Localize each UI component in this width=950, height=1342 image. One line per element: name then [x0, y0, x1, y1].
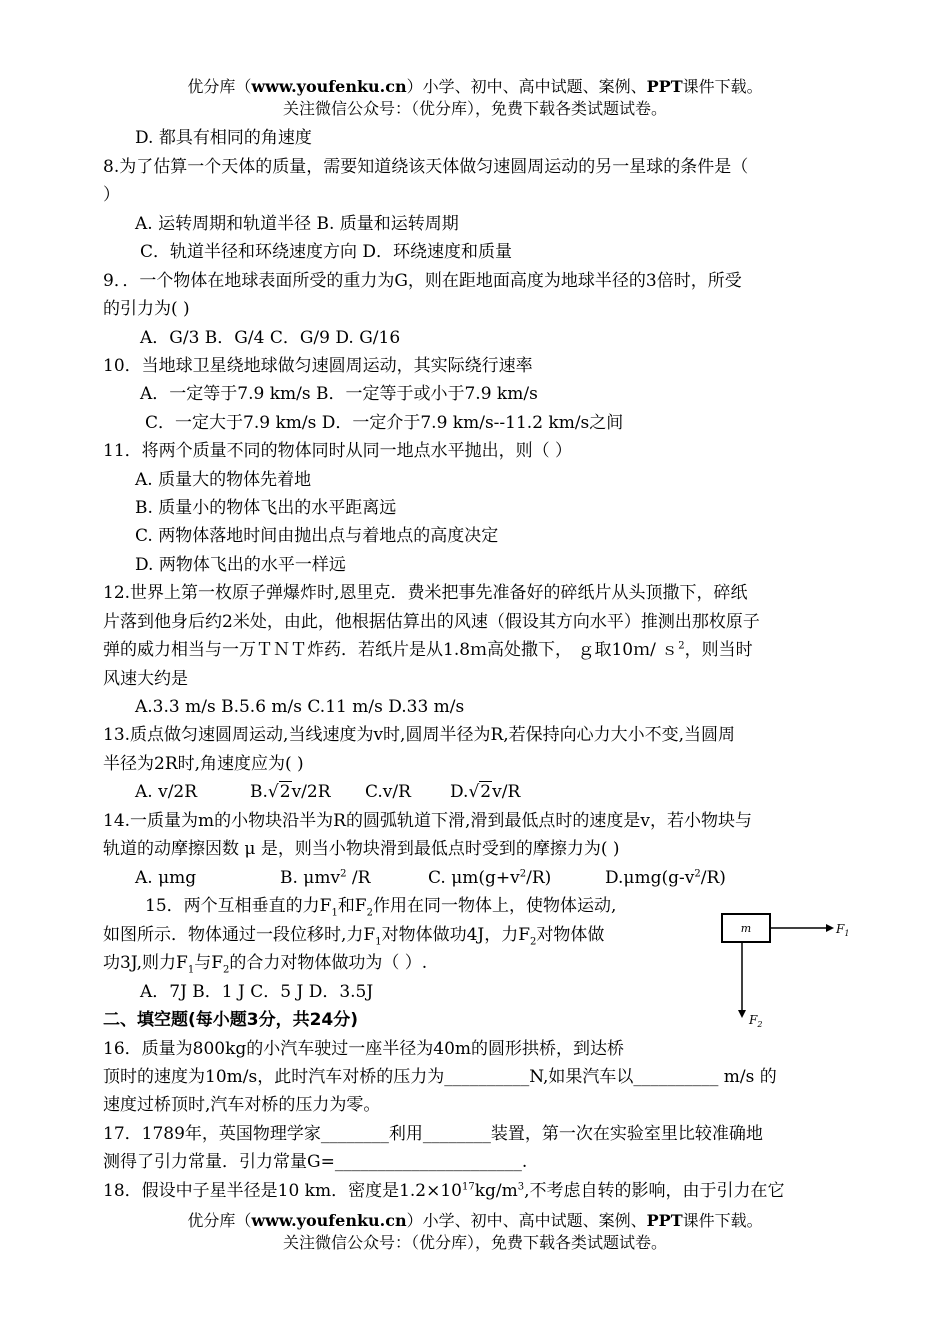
- q15a-sub1: 1: [331, 907, 338, 919]
- q15b-end: 对物体做: [536, 925, 605, 945]
- q11-option-a: A. 质量大的物体先着地: [135, 470, 312, 490]
- q11-option-d: D. 两物体飞出的水平一样远: [135, 555, 346, 575]
- footer-line-1: [0, 1210, 950, 1232]
- q18-text: 18．假设中子星半径是10 km．密度是1.2×10: [103, 1181, 462, 1201]
- q14-c-text: C. μm(g+v: [428, 868, 520, 888]
- f1-arrowhead: [826, 924, 834, 932]
- footer-site-desc: ）小学、初中、高中试题、案例、: [406, 1211, 647, 1230]
- footer-site-url: www.youfenku.cn: [251, 1211, 407, 1230]
- q10-options-cd: C．一定大于7.9 km/s D．一定介于7.9 km/s--11.2 km/s之间: [145, 413, 624, 433]
- q12-stem-1: 12.世界上第一枚原子弹爆炸时,恩里克．费米把事先准备好的碎纸片从头顶撒下，碎纸: [103, 583, 748, 603]
- q13-option-d-letter: D.: [450, 782, 469, 802]
- q14-stem-2: 轨道的动摩擦因数 μ 是，则当小物块滑到最低点时受到的摩擦力为( ): [103, 839, 620, 859]
- f1-label: [835, 922, 849, 938]
- q8-stem: 8.为了估算一个天体的质量，需要知道绕该天体做匀速圆周运动的另一星球的条件是（: [103, 157, 749, 177]
- q9-stem-2: 的引力为( ): [103, 299, 190, 319]
- f2-sub: 2: [757, 1020, 763, 1029]
- q13-option-d: [450, 780, 520, 804]
- q12-stem-3-text: 弹的威力相当与一万ＴＮＴ炸药．若纸片是从1.8ｍ高处撒下， ｇ取10ｍ/ ｓ: [103, 640, 679, 660]
- sqrt-symbol: √2: [267, 782, 291, 802]
- q15a-sub2: 2: [366, 907, 373, 919]
- q16-stem-3: 速度过桥顶时,汽车对桥的压力为零。: [103, 1095, 381, 1115]
- q15-stem-1: [145, 894, 616, 918]
- q15b-sub1: 1: [375, 936, 382, 948]
- q12-stem-4: 风速大约是: [103, 669, 188, 689]
- q13-option-b-text: v/2R: [291, 782, 331, 802]
- header-site-name: 优分库（: [187, 77, 252, 96]
- q15-options: A．7J B．1 J C．5 J D．3.5J: [140, 982, 374, 1002]
- q15b-text: 如图所示．物体通过一段位移时,力F: [103, 925, 376, 945]
- q14-b-text: B. μmv: [280, 868, 341, 888]
- q12-options: A.3.3 m/s B.5.6 m/s C.11 m/s D.33 m/s: [135, 697, 465, 717]
- q15-stem-3: [103, 951, 427, 975]
- f1-letter: F: [836, 922, 845, 936]
- q11-stem: 11．将两个质量不同的物体同时从同一地点水平抛出，则（ ）: [103, 441, 573, 461]
- q8-stem-close: ）: [103, 185, 120, 205]
- header-line-2: 关注微信公众号：（优分库），免费下载各类试题试卷。: [282, 99, 667, 118]
- q14-option-d: [605, 866, 726, 890]
- q14-c-end: /R): [526, 868, 552, 888]
- q15a-end: 作用在同一物体上，使物体运动,: [372, 896, 617, 916]
- q15c-sub1: 1: [187, 964, 195, 976]
- q15a-text: 15．两个互相垂直的力F: [145, 896, 332, 916]
- q14-b-exp: 2: [340, 868, 347, 880]
- q17-stem-1: 17．1789年，英国物理学家________利用________装置，第一次在实验室里比较准确地: [103, 1124, 763, 1144]
- footer-download: 课件下载。: [682, 1211, 763, 1230]
- q15b-sub2: 2: [530, 936, 537, 948]
- header-ppt: PPT: [646, 77, 683, 96]
- q14-option-c: [428, 866, 551, 890]
- q13-stem-1: 13.质点做匀速圆周运动,当线速度为v时,圆周半径为R,若保持向心力大小不变,当圆周: [103, 725, 736, 745]
- header-site-desc: ）小学、初中、高中试题、案例、: [406, 77, 647, 96]
- header-line-1: [0, 76, 950, 98]
- f2-arrowhead: [738, 1010, 746, 1018]
- footer-ppt: PPT: [646, 1211, 683, 1230]
- q18-unit: kg/m: [474, 1181, 518, 1201]
- q9-options: A．G/3 B．G/4 C．G/9 D. G/16: [140, 328, 401, 348]
- q8-options-ab: A. 运转周期和轨道半径 B. 质量和运转周期: [135, 214, 459, 234]
- q13-option-c: C.v/R: [365, 782, 411, 802]
- footer-site-name: 优分库（: [187, 1211, 252, 1230]
- q14-option-b: [280, 866, 370, 890]
- q14-stem-1: 14.一质量为m的小物块沿半为R的圆弧轨道下滑,滑到最低点时的速度是v，若小物块与: [103, 811, 752, 831]
- q13-stem-2: 半径为2R时,角速度应为( ): [103, 754, 304, 774]
- section-2-heading: 二、填空题(每小题3分，共24分): [103, 1010, 359, 1030]
- f2-label: [748, 1013, 762, 1029]
- header-download: 课件下载。: [682, 77, 763, 96]
- q14-d-end: /R): [700, 868, 726, 888]
- sqrt-symbol: √2: [468, 782, 492, 802]
- q11-option-b: B. 质量小的物体飞出的水平距离远: [135, 498, 397, 518]
- f1-sub: 1: [844, 929, 850, 938]
- mass-label: m: [740, 922, 752, 935]
- q14-b-end: /R: [346, 868, 371, 888]
- q15c-sub2: 2: [223, 964, 230, 976]
- f2-letter: F: [749, 1013, 758, 1027]
- q10-stem: 10．当地球卫星绕地球做匀速圆周运动，其实际绕行速率: [103, 356, 533, 376]
- q14-d-exp: 2: [694, 868, 701, 880]
- q14-c-exp: 2: [519, 868, 527, 880]
- q14-d-text: D.μmg(g-v: [605, 868, 695, 888]
- q8-options-cd: C．轨道半径和环绕速度方向 D．环绕速度和质量: [140, 242, 513, 262]
- q18-exp2: 3: [517, 1181, 525, 1193]
- q15c-text: 功3J,则力F: [103, 953, 188, 973]
- q13-option-a: A. v/2R: [135, 782, 198, 802]
- q11-option-c: C. 两物体落地时间由抛出点与着地点的高度决定: [135, 526, 499, 546]
- q12-exponent: 2: [678, 640, 685, 652]
- q18-end: ,不考虑自转的影响，由于引力在它: [524, 1181, 785, 1201]
- q18-stem-1: [103, 1179, 785, 1203]
- q12-stem-3-end: ，则当时: [684, 640, 753, 660]
- q15c-end: 的合力对物体做功为（ ）.: [229, 953, 428, 973]
- footer-line-2: 关注微信公众号：（优分库），免费下载各类试题试卷。: [282, 1233, 667, 1252]
- q9-stem: 9．．一个物体在地球表面所受的重力为G，则在距地面高度为地球半径的3倍时，所受: [103, 271, 742, 291]
- header-site-url: www.youfenku.cn: [251, 77, 407, 96]
- q14-option-a: A. μmg: [135, 868, 197, 888]
- force-diagram: [712, 900, 862, 1040]
- q16-stem-2: 顶时的速度为10m/s，此时汽车对桥的压力为__________N,如果汽车以__________ m/s 的: [103, 1067, 777, 1087]
- q15a-mid: 和F: [337, 896, 367, 916]
- q18-exp: 17: [462, 1181, 475, 1193]
- q12-stem-3: [103, 638, 753, 662]
- q16-stem-1: 16．质量为800kg的小汽车驶过一座半径为40m的圆形拱桥，到达桥: [103, 1039, 625, 1059]
- q15b-mid: 对物体做功4J，力F: [381, 925, 531, 945]
- q13-option-b-letter: B.: [250, 782, 268, 802]
- q10-options-ab: A．一定等于7.9 km/s B．一定等于或小于7.9 km/s: [140, 384, 538, 404]
- q13-b-radicand: 2: [279, 782, 291, 802]
- q13-option-d-text: v/R: [492, 782, 521, 802]
- q17-stem-2: 测得了引力常量．引力常量G=______________________.: [103, 1152, 528, 1172]
- q12-stem-2: 片落到他身后约2米处，由此，他根据估算出的风速（假设其方向水平）推测出那枚原子: [103, 612, 760, 632]
- q15-stem-2: [103, 923, 604, 947]
- q7-option-d: D. 都具有相同的角速度: [135, 128, 312, 148]
- q13-option-b: [250, 780, 331, 804]
- q13-d-radicand: 2: [480, 782, 492, 802]
- q15c-mid: 与F: [194, 953, 224, 973]
